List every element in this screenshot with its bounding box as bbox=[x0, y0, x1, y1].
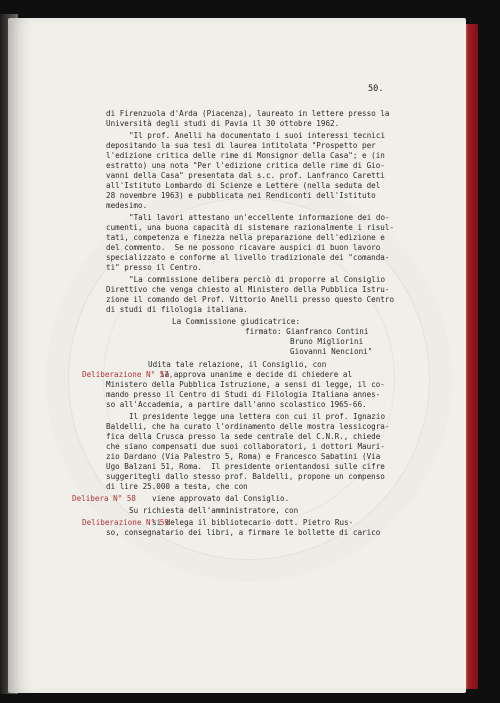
text-line: "Tali lavori attestano un'eccellente informazione dei do- bbox=[129, 213, 390, 222]
text-line: La Commissione giudicatrice: bbox=[172, 317, 301, 326]
margin-note: Deliberazione N° 57, bbox=[82, 370, 174, 379]
text-line: specializzato e conforme al livello tradizionale dei "comanda- bbox=[106, 253, 390, 262]
margin-note: Deliberazione N° 59 bbox=[82, 518, 169, 527]
text-line: la approva unanime e decide di chiedere al bbox=[160, 370, 353, 379]
text-line: Università degli studi di Pavia il 30 ottobre 1962. bbox=[106, 119, 340, 128]
text-line: Ministero della Pubblica Istruzione, a sensi di legge, il co- bbox=[106, 380, 385, 389]
text-line: zio Dardano (Via Palestro 5, Roma) e Francesco Sabatini (Via bbox=[106, 452, 381, 461]
text-line: del commento. Se ne possono ricavare auspici di buon lavoro bbox=[106, 243, 381, 252]
text-line: Il presidente legge una lettera con cui il prof. Ignazio bbox=[129, 412, 386, 421]
text-line: "Il prof. Anelli ha documentato i suoi interessi tecnici bbox=[129, 131, 386, 140]
text-line: tati, competenza e finezza nella preparazione dell'edizione e bbox=[106, 233, 385, 242]
text-line: di Firenzuola d'Arda (Piacenza), laureato in lettere presso la bbox=[106, 109, 390, 118]
text-line: Bruno Migliorini bbox=[290, 337, 364, 346]
margin-note: Delibera N° 58 bbox=[72, 494, 137, 503]
text-line: ti" presso il Centro. bbox=[106, 263, 203, 272]
text-line: firmato: Gianfranco Contini bbox=[245, 327, 369, 336]
text-line: so all'Accademia, a partire dall'anno scolastico 1965-66. bbox=[106, 400, 367, 409]
text-line: Baldelli, che ha curato l'ordinamento delle mostra lessicogra- bbox=[106, 422, 390, 431]
text-line: si delega il bibliotecario dott. Pietro Rus- bbox=[152, 518, 354, 527]
text-line: l'edizione critica delle rime di Monsignor della Casa"; e (in bbox=[106, 151, 385, 160]
text-line: mando presso il Centro di Studi di Filologia Italiana annes- bbox=[106, 390, 381, 399]
text-line: estratto) una nota "Per l'edizione critica delle rime di Gio- bbox=[106, 161, 385, 170]
text-line: Giovanni Nencioni" bbox=[290, 347, 373, 356]
text-line: zione il comando del Prof. Vittorio Anelli presso questo Centro bbox=[106, 295, 395, 304]
text-line: "La commissione delibera perciò di proporre al Consiglio bbox=[129, 275, 386, 284]
text-line: Su richiesta dell'amministratore, con bbox=[129, 506, 299, 515]
text-line: viene approvato dal Consiglio. bbox=[152, 494, 290, 503]
text-line: vanni della Casa" presentata dal s.c. prof. Lanfranco Caretti bbox=[106, 171, 385, 180]
text-line: di lire 25.000 a testa, che con bbox=[106, 482, 248, 491]
text-line: di studi di filologia italiana. bbox=[106, 305, 248, 314]
text-line: depositando la sua tesi di laurea intitolata "Prospetto per bbox=[106, 141, 376, 150]
text-line: che siano compensati due suoi collaboratori, i dottori Mauri- bbox=[106, 442, 385, 451]
page-number: 50. bbox=[368, 84, 384, 94]
text-line: Direttivo che venga chiesto al Ministero della Pubblica Istru- bbox=[106, 285, 390, 294]
text-line: all'Istituto Lombardo di Scienze e Lettere (nella seduta del bbox=[106, 181, 381, 190]
text-line: 28 novembre 1963) e pubblicata nei Rendiconti dell'Istituto bbox=[106, 191, 376, 200]
text-line: suggeritegli dallo stesso prof. Baldelli, propone un compenso bbox=[106, 472, 385, 481]
text-line: Ugo Balzani 51, Roma. Il presidente orientandosi sulle cifre bbox=[106, 462, 385, 471]
text-line: so, consegnatario dei libri, a firmare le bollette di carico bbox=[106, 528, 381, 537]
text-line: fica della Crusca presso la sede centrale del C.N.R., chiede bbox=[106, 432, 381, 441]
text-line: medesimo. bbox=[106, 201, 148, 210]
text-line: Udita tale relazione, il Consiglio, con bbox=[148, 360, 327, 369]
text-line: cumenti, una buona capacità di sistemare razionalmente i risul- bbox=[106, 223, 395, 232]
